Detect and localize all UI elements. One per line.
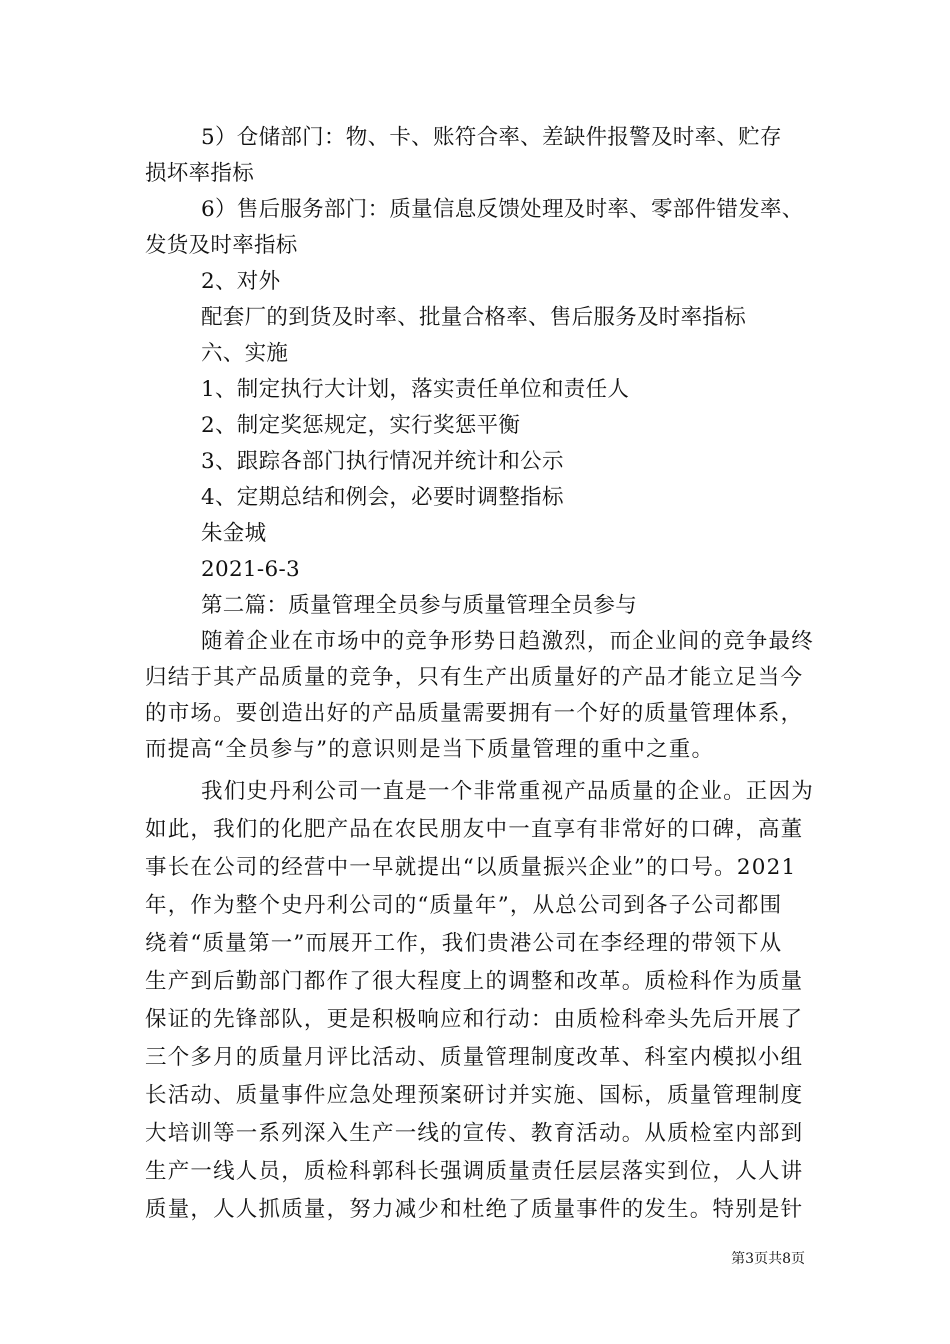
list-item: 1、制定执行大计划，落实责任单位和责任人 [201,377,630,402]
author-name: 朱金城 [201,521,267,546]
text-line: 6）售后服务部门：质量信息反馈处理及时率、零部件错发率、 [201,197,804,222]
list-item: 3、跟踪各部门执行情况并统计和公示 [201,449,564,474]
list-item: 4、定期总结和例会，必要时调整指标 [201,485,564,510]
text-line: 我们史丹利公司一直是一个非常重视产品质量的企业。正因为 [201,779,814,804]
text-line: 生产一线人员，质检科郭科长强调质量责任层层落实到位，人人讲 [145,1159,804,1184]
text-line: 三个多月的质量月评比活动、质量管理制度改革、科室内模拟小组 [145,1045,804,1070]
text-line: 归结于其产品质量的竞争，只有生产出质量好的产品才能立足当今 [145,665,804,690]
text-line: 损坏率指标 [145,161,255,186]
section-heading: 六、实施 [201,341,289,366]
text-line: 如此，我们的化肥产品在农民朋友中一直享有非常好的口碑，高董 [145,817,804,842]
text-line: 生产到后勤部门都作了很大程度上的调整和改革。质检科作为质量 [145,969,804,994]
text-line: 年，作为整个史丹利公司的“质量年”，从总公司到各子公司都围 [145,893,783,918]
text-line: 发货及时率指标 [145,233,298,258]
date-line: 2021-6-3 [201,557,301,582]
text-line: 质量，人人抓质量，努力减少和杜绝了质量事件的发生。特别是针 [145,1197,804,1222]
text-line: 5）仓储部门：物、卡、账符合率、差缺件报警及时率、贮存 [201,125,782,150]
text-line: 而提高“全员参与”的意识则是当下质量管理的重中之重。 [145,737,715,762]
text-line: 大培训等一系列深入生产一线的宣传、教育活动。从质检室内部到 [145,1121,804,1146]
text-line: 的市场。要创造出好的产品质量需要拥有一个好的质量管理体系， [145,701,804,726]
text-line: 绕着“质量第一”而展开工作，我们贵港公司在李经理的带领下从 [145,931,783,956]
text-line: 事长在公司的经营中一早就提出“以质量振兴企业”的口号。2021 [145,855,797,880]
page-number: 第3页共8页 [731,1251,805,1267]
text-line: 长活动、质量事件应急处理预案研讨并实施、国标，质量管理制度 [145,1083,804,1108]
section-title: 第二篇：质量管理全员参与质量管理全员参与 [201,593,638,618]
text-line: 随着企业在市场中的竞争形势日趋激烈，而企业间的竞争最终 [201,629,814,654]
section-heading: 2、对外 [201,269,281,294]
list-item: 2、制定奖惩规定，实行奖惩平衡 [201,413,521,438]
text-line: 保证的先锋部队，更是积极响应和行动：由质检科牵头先后开展了 [145,1007,804,1032]
text-line: 配套厂的到货及时率、批量合格率、售后服务及时率指标 [201,305,747,330]
